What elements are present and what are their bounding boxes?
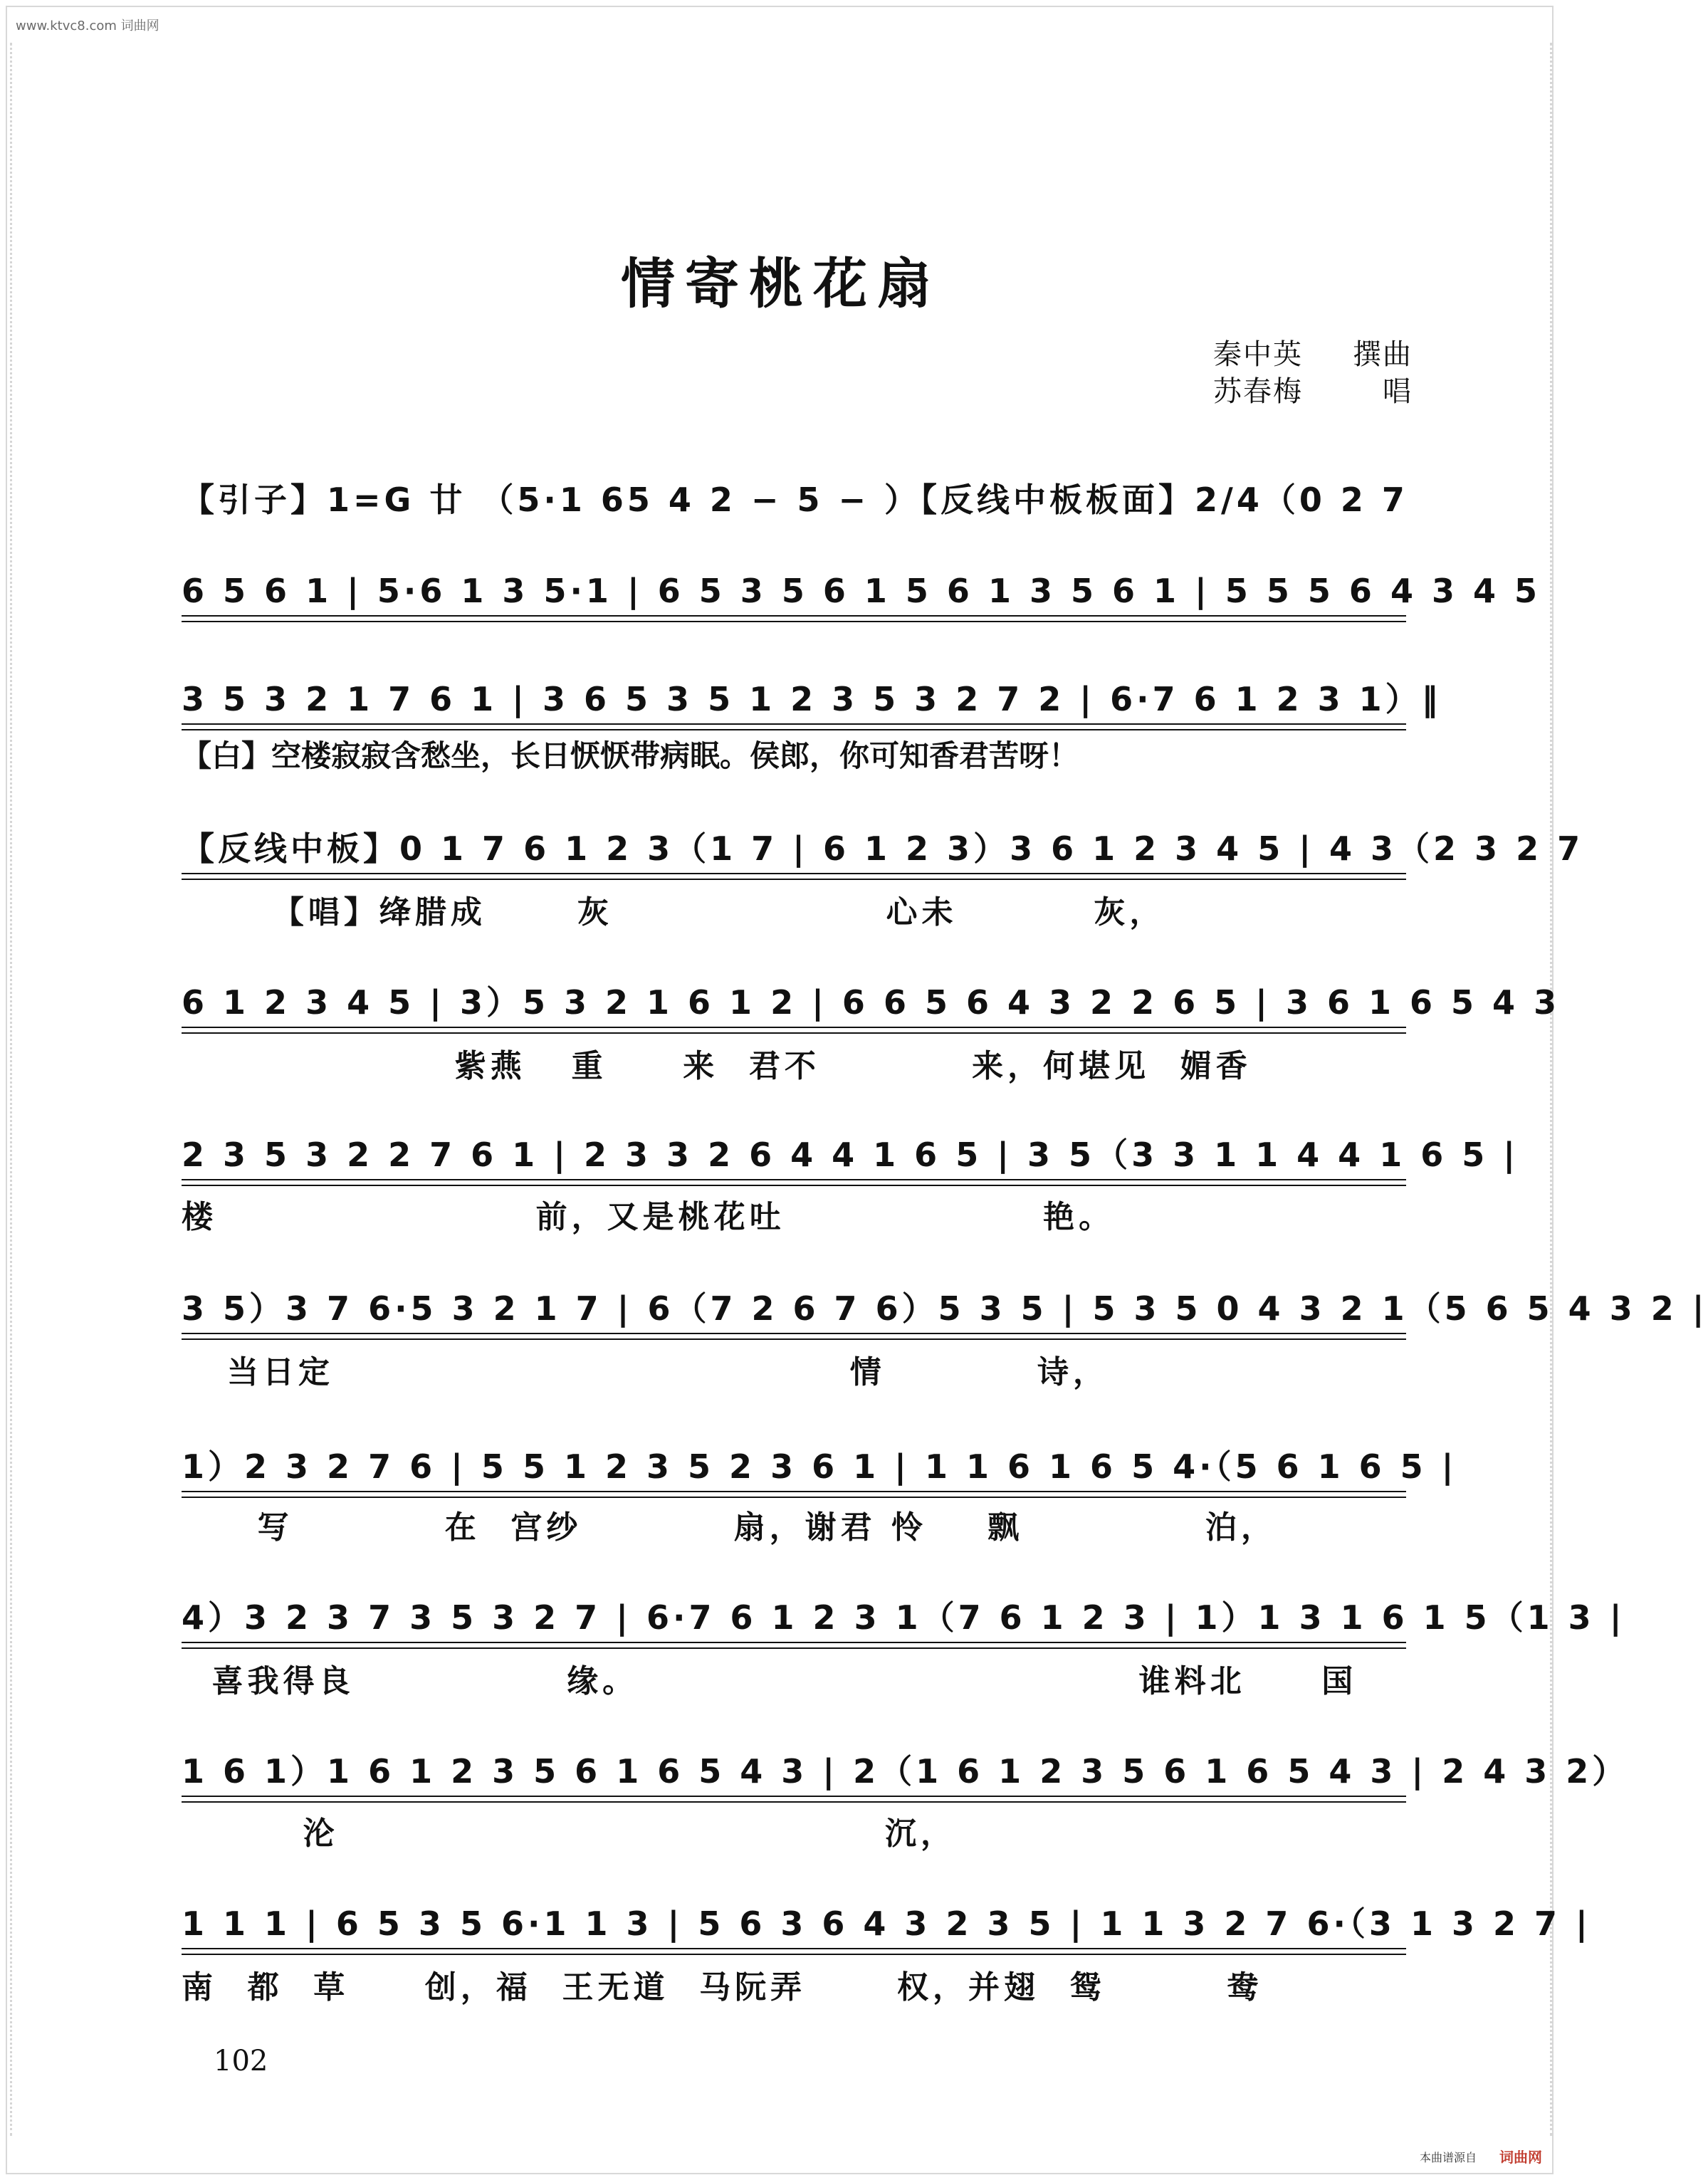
notation-text: 3 5）3 7 6·5 3 2 1 7 | 6（7 2 6 7 6）5 3 5 | 5 3 5 0 4 3 2 1（5 6 5 4 3 2 | <box>182 1289 1708 1328</box>
beam-line <box>182 1948 1406 1949</box>
notation-text: 1）2 3 2 7 6 | 5 5 1 2 3 5 2 3 6 1 | 1 1 6 1 6 5 4·（5 6 1 6 5 | <box>182 1447 1457 1486</box>
beam-line <box>182 615 1406 617</box>
lyrics-line: 楼 前，又是桃花吐 艳。 <box>182 1199 1115 1235</box>
site-header: www.ktvc8.com 词曲网 <box>16 19 159 33</box>
beam-line <box>182 723 1406 725</box>
composer-name: 秦中英 <box>1213 338 1303 371</box>
page-title: 情寄桃花扇 <box>621 252 941 315</box>
composer-role: 撰曲 <box>1353 338 1413 371</box>
notation-text: 4）3 2 3 7 3 5 3 2 7 | 6·7 6 1 2 3 1（7 6 1 2 3 | 1）1 3 1 6 1 5（1 3 | <box>182 1598 1625 1637</box>
notation-text: 1 6 1）1 6 1 2 3 5 6 1 6 5 4 3 | 2（1 6 1 2 3 5 6 1 6 5 4 3 | 2 4 3 2） <box>182 1752 1629 1791</box>
beam-line <box>182 1642 1406 1643</box>
singer-role: 唱 <box>1383 375 1413 408</box>
notation-text: 1 1 1 | 6 5 3 5 6·1 1 3 | 5 6 3 6 4 3 2 3 5 | 1 1 3 2 7 6·（3 1 3 2 7 | <box>182 1904 1591 1943</box>
beam-line <box>182 1032 1406 1034</box>
credit-singer <box>1213 369 1413 409</box>
notation-text: 【引子】1=G 廿 （5·1 65 4 2 − 5 − ）【反线中板板面】2/4（0 2 7 <box>182 481 1408 519</box>
beam-line <box>182 1497 1406 1498</box>
lyrics-line: 【唱】绛腊成 灰 心未 灰， <box>182 894 1165 931</box>
credit-composer <box>1213 332 1413 372</box>
notation-text: 3 5 3 2 1 7 6 1 | 3 6 5 3 5 1 2 3 5 3 2 7 2 | 6·7 6 1 2 3 1）‖ <box>182 680 1442 718</box>
beam-line <box>182 1954 1406 1955</box>
left-margin-watermark <box>10 43 22 2136</box>
beam-line <box>182 1338 1406 1340</box>
beam-line <box>182 1185 1406 1186</box>
notation-line <box>182 478 1406 564</box>
lyrics-line: 南 都 草 创，福 王无道 马阮弄 权，并翅 鸳 鸯 <box>182 1969 1263 2006</box>
lyrics-line: 紫燕 重 来 君不 来，何堪见 媚香 <box>182 1048 1252 1084</box>
right-margin-watermark <box>1540 43 1552 2136</box>
notation-text: 【反线中板】0 1 7 6 1 2 3（1 7 | 6 1 2 3）3 6 1 2 3 4 5 | 4 3（2 3 2 7 <box>182 829 1584 868</box>
lyrics-line: 沦 沉， <box>182 1815 957 1852</box>
beam-line <box>182 873 1406 874</box>
page-number: 102 <box>214 2045 268 2077</box>
singer-name: 苏春梅 <box>1213 375 1303 408</box>
lyrics-line: 写 在 宫纱 扇，谢君 怜 飘 泊， <box>182 1509 1277 1546</box>
beam-line <box>182 1333 1406 1334</box>
beam-line <box>182 879 1406 880</box>
beam-line <box>182 1796 1406 1797</box>
notation-text: 6 5 6 1 | 5·6 1 3 5·1 | 6 5 3 5 6 1 5 6 1 3 5 6 1 | 5 5 5 6 4 3 4 5 <box>182 572 1541 610</box>
beam-line <box>182 1179 1406 1180</box>
beam-line <box>182 1027 1406 1028</box>
footer-site-logo[interactable]: 词曲网 <box>1499 2149 1542 2166</box>
beam-line <box>182 1647 1406 1649</box>
beam-line <box>182 1491 1406 1492</box>
beam-line <box>182 1801 1406 1803</box>
lyrics-line: 喜我得良 缘。 谁料北 国 <box>182 1663 1358 1699</box>
footer-credit: 本曲谱源自 <box>1419 2151 1477 2164</box>
beam-line <box>182 729 1406 730</box>
notation-line <box>182 570 1541 655</box>
notation-text: 2 3 5 3 2 2 7 6 1 | 2 3 3 2 6 4 4 1 6 5 | 3 5（3 3 1 1 4 4 1 6 5 | <box>182 1136 1519 1174</box>
spoken-line: 【白】空楼寂寂含愁坐，长日恹恹带病眠。侯郎，你可知香君苦呀！ <box>182 738 1079 773</box>
beam-line <box>182 621 1406 622</box>
lyrics-line: 当日定 情 诗， <box>182 1354 1109 1390</box>
notation-text: 6 1 2 3 4 5 | 3）5 3 2 1 6 1 2 | 6 6 5 6 4 3 2 2 6 5 | 3 6 1 6 5 4 3 <box>182 983 1561 1022</box>
